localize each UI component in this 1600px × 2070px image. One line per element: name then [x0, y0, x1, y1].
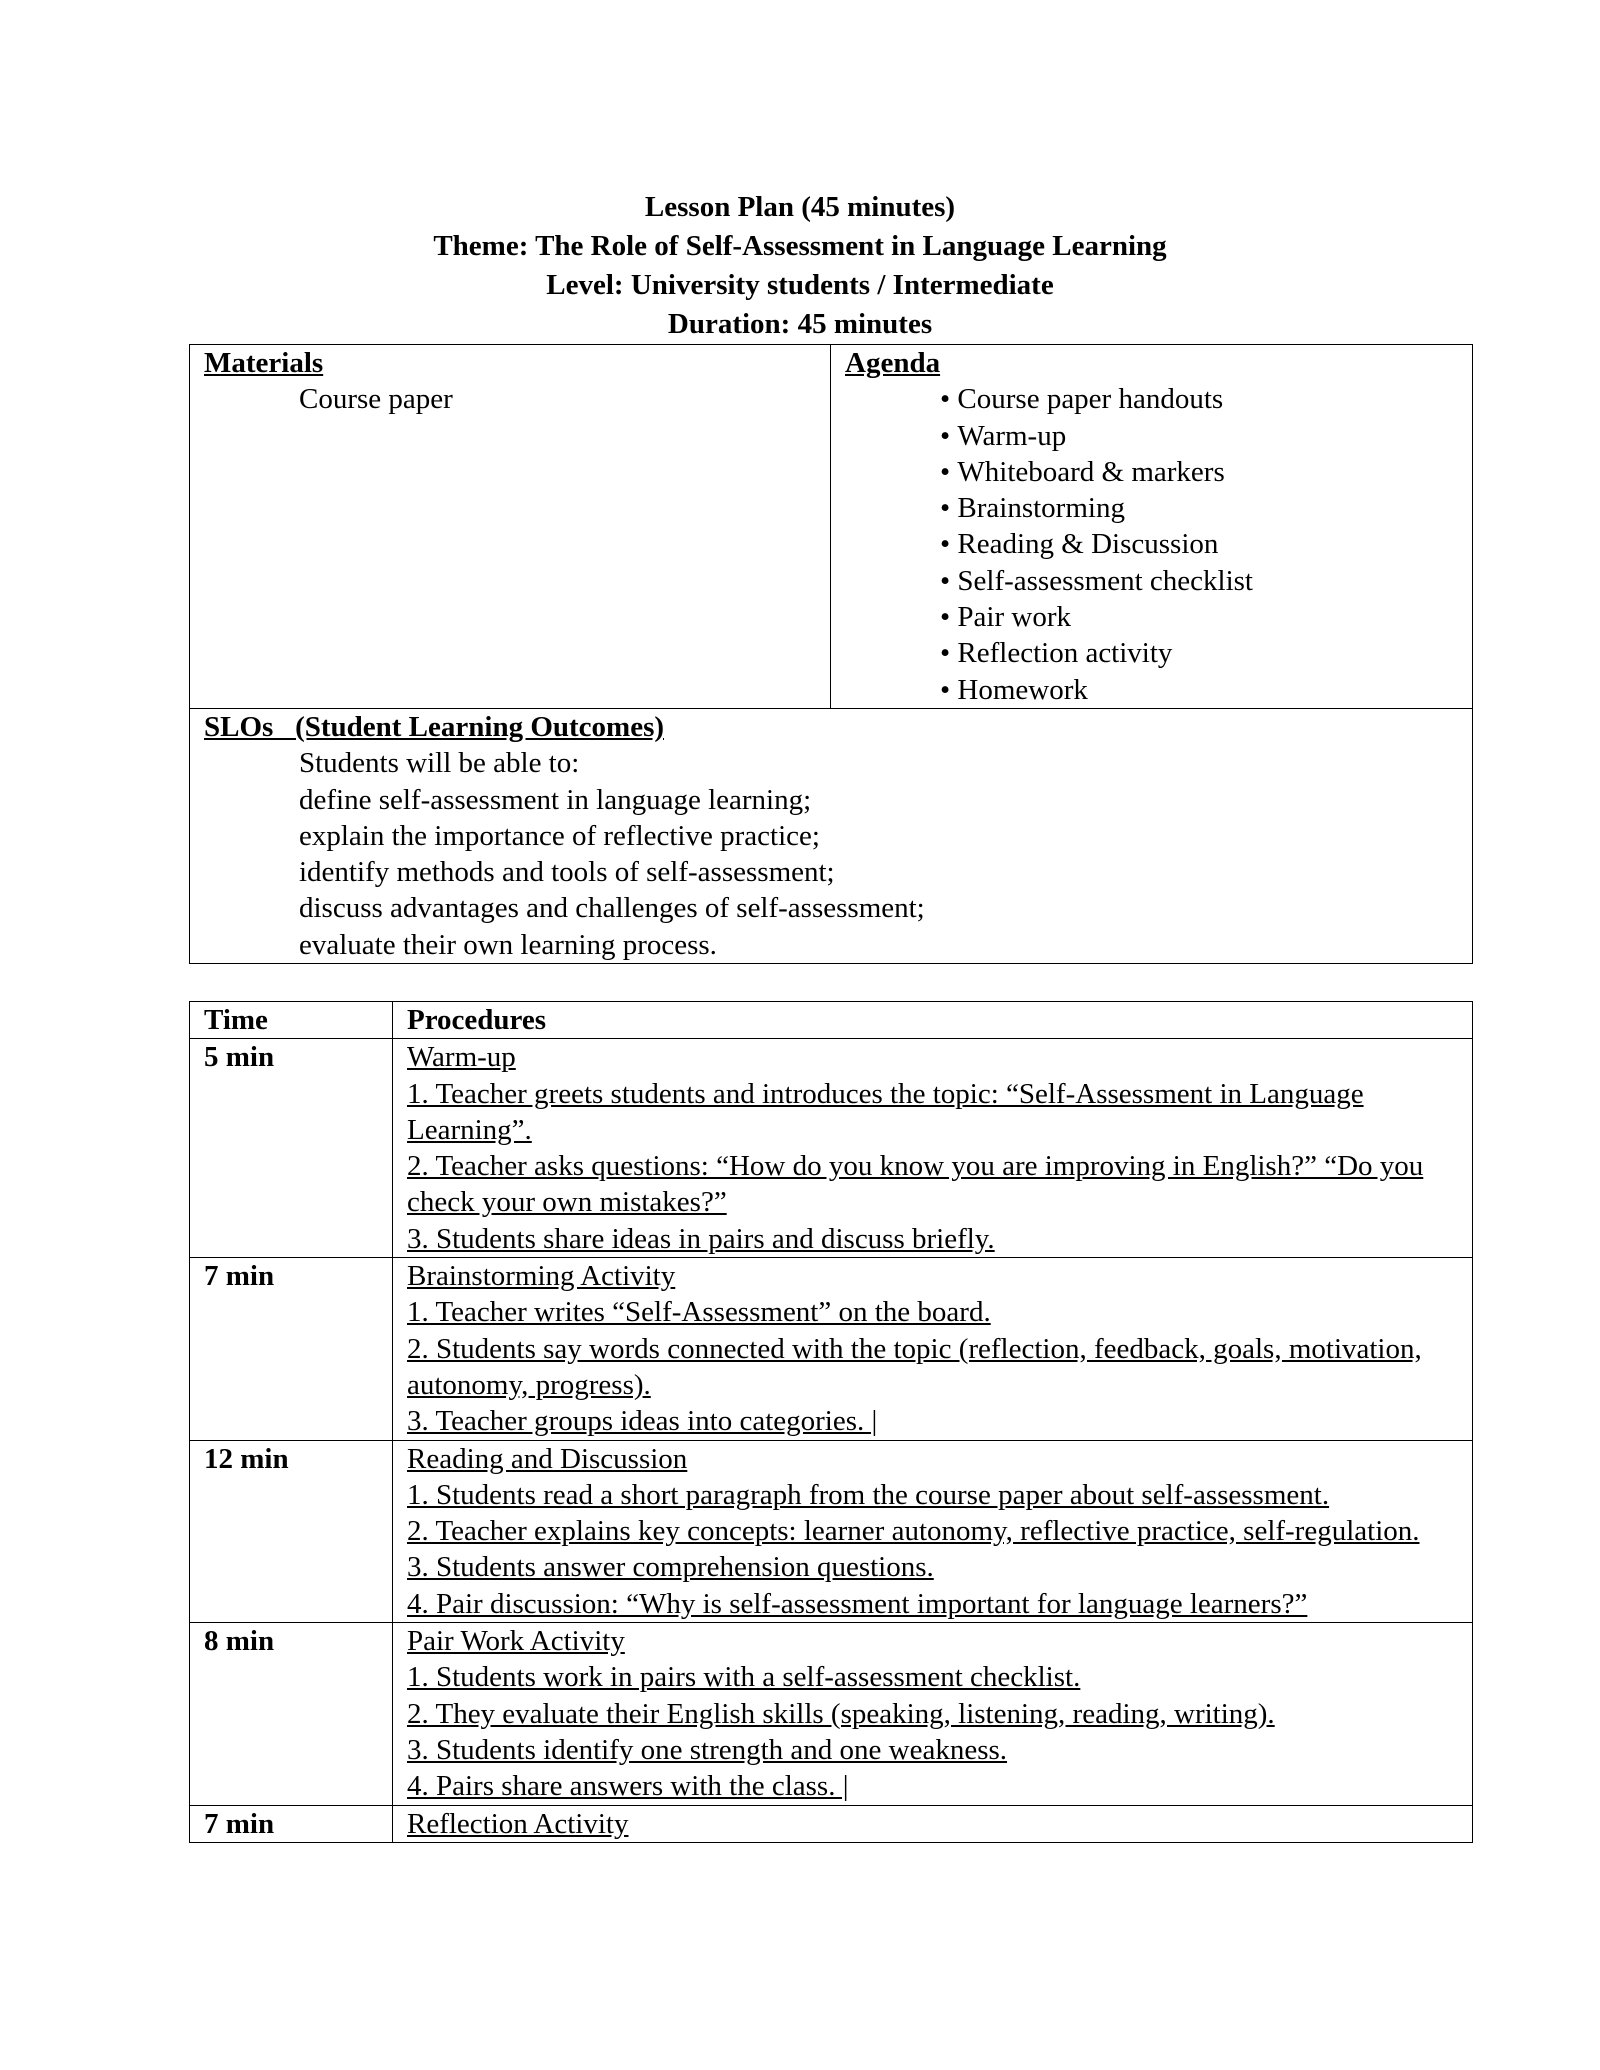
- agenda-item: • Reading & Discussion: [940, 526, 1458, 562]
- agenda-cell: [831, 345, 1473, 709]
- procedure-step: 3. Students share ideas in pairs and discuss briefly.: [407, 1222, 995, 1255]
- table-row: [190, 1805, 1473, 1842]
- duration-line: Duration: 45 minutes: [667, 308, 933, 340]
- agenda-item: • Course paper handouts: [940, 381, 1458, 417]
- procedure-step: 2. Teacher asks questions: “How do you know you are improving in English?” “Do you check your own mistakes?”: [407, 1150, 1424, 1219]
- lesson-plan-title: Lesson Plan (45 minutes): [644, 191, 956, 223]
- table-row: [190, 1258, 1473, 1440]
- agenda-item: • Homework: [940, 672, 1458, 708]
- procedure-step: 1. Teacher writes “Self-Assessment” on the board.: [407, 1296, 991, 1329]
- procedure-step: 4. Pair discussion: “Why is self-assessment important for language learners?”: [407, 1587, 1308, 1620]
- slos-label: SLOs (Student Learning Outcomes): [204, 710, 665, 743]
- procedure-step: 2. Teacher explains key concepts: learner autonomy, reflective practice, self-regulation.: [407, 1515, 1420, 1548]
- procedures-header-row: [190, 1002, 1473, 1039]
- row-time: 12 min: [190, 1440, 393, 1622]
- slos-intro: Students will be able to:: [299, 747, 580, 780]
- row-time: 8 min: [190, 1623, 393, 1805]
- document-header: [0, 188, 1600, 344]
- procedure-step: 3. Teacher groups ideas into categories. |: [407, 1405, 878, 1438]
- procedures-table: [189, 1001, 1473, 1843]
- activity-title: Reading and Discussion: [407, 1442, 688, 1475]
- materials-cell: [190, 345, 831, 709]
- slo-item: evaluate their own learning process.: [299, 928, 717, 961]
- time-column-header: Time: [190, 1002, 393, 1039]
- agenda-item: • Pair work: [940, 599, 1458, 635]
- procedure-step: 3. Students identify one strength and one weakness.: [407, 1733, 1008, 1766]
- theme-line: Theme: The Role of Self-Assessment in Language Learning: [433, 230, 1167, 262]
- slo-item: explain the importance of reflective practice;: [299, 819, 820, 852]
- procedure-step: 3. Students answer comprehension questions.: [407, 1551, 934, 1584]
- procedure-step: 2. They evaluate their English skills (speaking, listening, reading, writing).: [407, 1697, 1275, 1730]
- procedure-step: 1. Students read a short paragraph from the course paper about self-assessment.: [407, 1478, 1330, 1511]
- agenda-item: • Reflection activity: [940, 635, 1458, 671]
- slos-cell: [190, 708, 1473, 963]
- row-time: 7 min: [190, 1805, 393, 1842]
- procedure-step: 1. Students work in pairs with a self-assessment checklist.: [407, 1661, 1081, 1694]
- procedure-step: 4. Pairs share answers with the class. |: [407, 1770, 849, 1803]
- slo-item: discuss advantages and challenges of self-assessment;: [299, 892, 925, 925]
- slo-item: identify methods and tools of self-assessment;: [299, 856, 835, 889]
- agenda-item: • Warm-up: [940, 418, 1458, 454]
- procedure-step: 1. Teacher greets students and introduces the topic: “Self-Assessment in Language Learning”.: [407, 1077, 1364, 1146]
- level-line: Level: University students / Intermediate: [546, 269, 1054, 301]
- slo-item: define self-assessment in language learning;: [299, 783, 812, 816]
- table-row: [190, 1039, 1473, 1258]
- activity-title: Warm-up: [407, 1041, 516, 1074]
- agenda-item: • Whiteboard & markers: [940, 454, 1458, 490]
- activity-title: Brainstorming Activity: [407, 1260, 676, 1293]
- agenda-list: [845, 381, 1458, 708]
- row-time: 7 min: [190, 1258, 393, 1440]
- row-time: 5 min: [190, 1039, 393, 1258]
- activity-title: Reflection Activity: [407, 1807, 629, 1840]
- procedure-step: 2. Students say words connected with the topic (reflection, feedback, goals, motivation, autonomy, progress).: [407, 1332, 1422, 1401]
- row-procedures: [393, 1258, 1473, 1440]
- row-procedures: [393, 1623, 1473, 1805]
- materials-agenda-table: [189, 344, 1473, 964]
- procedures-column-header: Procedures: [393, 1002, 1473, 1039]
- materials-label: Materials: [204, 347, 324, 379]
- row-procedures: [393, 1805, 1473, 1842]
- table-row: [190, 1623, 1473, 1805]
- row-procedures: [393, 1440, 1473, 1622]
- agenda-item: • Brainstorming: [940, 490, 1458, 526]
- table-row: [190, 1440, 1473, 1622]
- materials-item: Course paper: [299, 383, 453, 416]
- activity-title: Pair Work Activity: [407, 1625, 625, 1658]
- agenda-item: • Self-assessment checklist: [940, 563, 1458, 599]
- row-procedures: [393, 1039, 1473, 1258]
- agenda-label: Agenda: [845, 347, 941, 379]
